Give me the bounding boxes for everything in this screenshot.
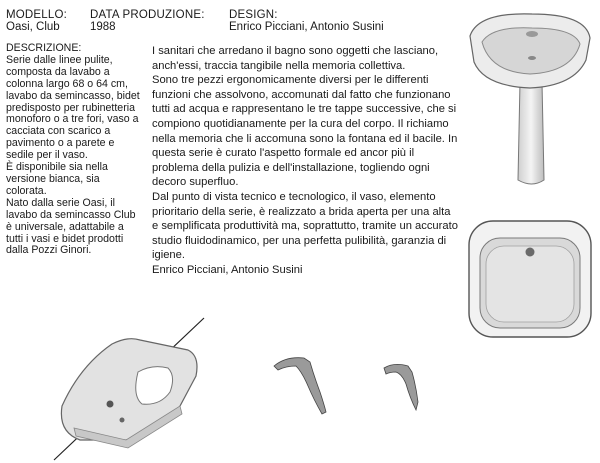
design-block <box>229 9 384 33</box>
body-paragraph: Sono tre pezzi ergonomicamente diversi per le differenti funzioni che assolvono, accomunati dal fatto che funzionano tutti ad acqua e rappresentano le tre tappe successive, che si compiono quotidianamente per la cura del corpo. Il richiamo nella memoria che li accomuna sono la fontana ed il bacile. In questa serie è curato l'aspetto formale ed ancor più il problema della pulizia e dell'installazione, togliendo ogni decoro superfluo. <box>152 74 458 189</box>
section-profile-image <box>270 346 334 416</box>
description-column <box>6 43 140 257</box>
signature: Enrico Picciani, Antonio Susini <box>152 263 303 276</box>
model-value: Oasi, Club <box>6 21 60 33</box>
design-label: DESIGN: <box>229 9 278 21</box>
design-value: Enrico Picciani, Antonio Susini <box>229 21 384 33</box>
model-label: MODELLO: <box>6 9 68 21</box>
semi-recessed-basin-image <box>466 218 594 342</box>
description-paragraph: Nato dalla serie Oasi, il lavabo da semincasso Club è universale, adattabile a tutti i vasi e bidet prodotti dalla Pozzi Ginori. <box>6 196 136 257</box>
body-paragraph: I sanitari che arredano il bagno sono oggetti che lasciano, anch'essi, traccia tangibile nella memoria collettiva. <box>152 45 439 72</box>
basin-perspective-image <box>40 316 210 463</box>
main-text-column <box>152 44 458 278</box>
description-paragraph: È disponibile sia nella versione bianca, sia colorata. <box>6 161 108 197</box>
date-label: DATA PRODUZIONE: <box>90 9 205 21</box>
description-heading: DESCRIZIONE: <box>6 42 82 54</box>
model-block <box>6 9 67 33</box>
description-paragraph: Serie dalle linee pulite, composta da lavabo a colonna largo 68 o 64 cm, lavabo da semincasso, bidet predisposto per rubinetteria monoforo o a tre fori, vaso a cacciata con scarico a pavimento o a parete e sedile per il vaso. <box>6 53 140 162</box>
body-paragraph: Dal punto di vista tecnico e tecnologico, il vaso, elemento prioritario della serie, è realizzato a brida aperta per una alta e semplificata produttività ma, soprattutto, tramite un accurato studio fluidodinamico, per una perfetta pulibilità, garanzia di igiene. <box>152 190 458 262</box>
section-profile-image <box>380 358 430 416</box>
date-value: 1988 <box>90 21 116 33</box>
pedestal-sink-image <box>462 4 596 192</box>
date-block <box>90 9 205 33</box>
